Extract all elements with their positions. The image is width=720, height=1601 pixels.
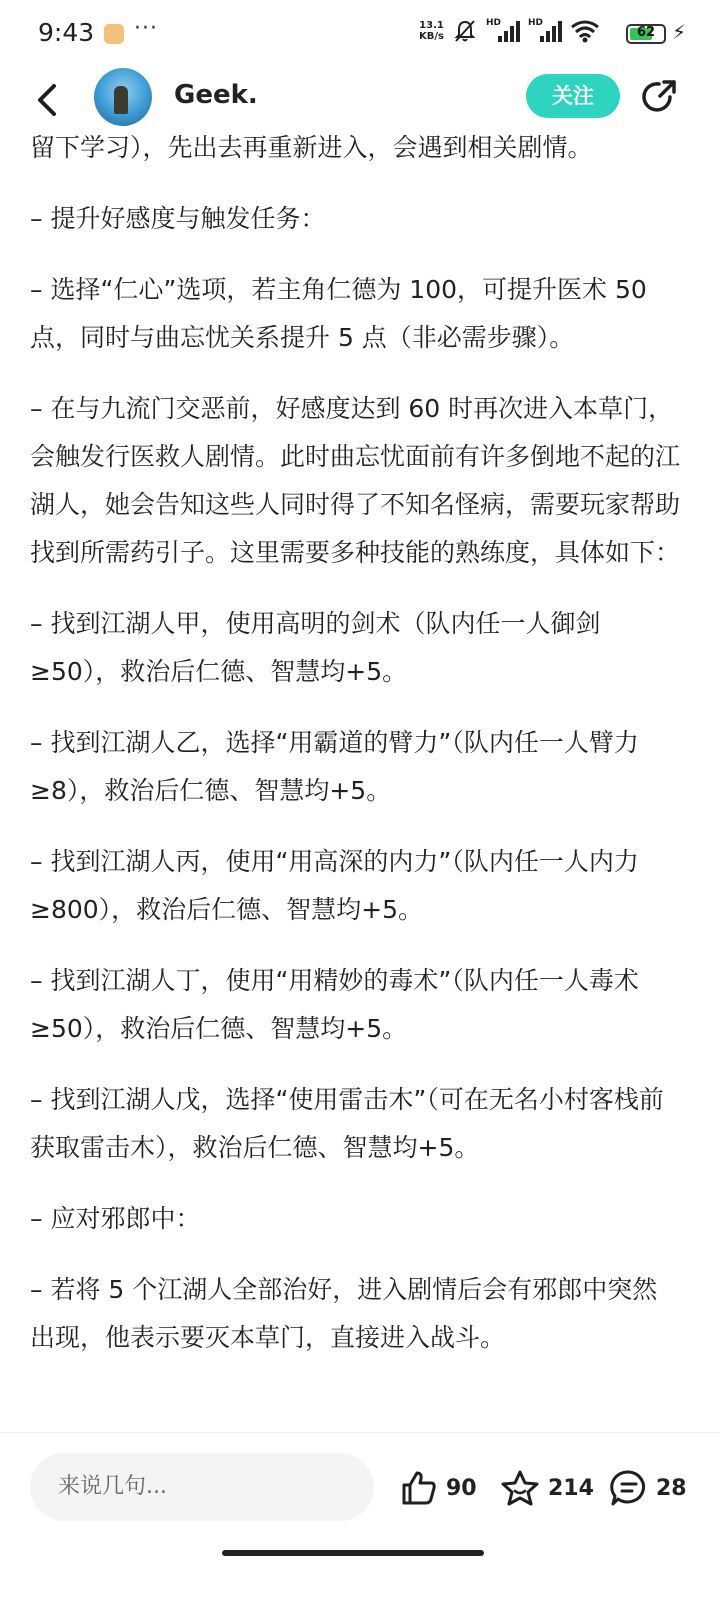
comment-input[interactable]: 来说几句...: [30, 1453, 374, 1521]
more-notifications-icon: ···: [134, 16, 158, 41]
wifi-icon: [570, 19, 600, 43]
article-body: [30, 124, 682, 1385]
article-paragraph: 留下学习），先出去再重新进入，会遇到相关剧情。: [30, 133, 593, 162]
article-paragraph: – 在与九流门交恶前，好感度达到 60 时再次进入本草门，会触发行医救人剧情。此时曲忘忧面前有许多倒地不起的江湖人，她会告知这些人同时得了不知名怪病，需要玩家帮助找到所需药引子。这里需要多种技能的熟练度，具体如下：: [30, 394, 681, 567]
like-count: 90: [446, 1475, 477, 1501]
article-paragraph: – 若将 5 个江湖人全部治好，进入剧情后会有邪郎中突然出现，他表示要灭本草门，直接进入战斗。: [30, 1275, 658, 1352]
status-bar: [0, 0, 720, 68]
star-icon: [500, 1469, 540, 1507]
article-paragraph: – 找到江湖人丁，使用“用精妙的毒术”（队内任一人毒术≥50），救治后仁德、智慧均+5。: [30, 966, 639, 1043]
signal-icon: [528, 18, 562, 44]
favorite-count: 214: [548, 1475, 594, 1501]
article-paragraph: – 找到江湖人丙，使用“用高深的内力”（队内任一人内力≥800），救治后仁德、智慧均+5。: [30, 847, 639, 924]
home-indicator[interactable]: [222, 1550, 484, 1556]
comment-count: 28: [656, 1475, 687, 1501]
article-paragraph: – 提升好感度与触发任务：: [30, 204, 326, 233]
article-paragraph: – 找到江湖人乙，选择“用霸道的臂力”（队内任一人臂力≥8），救治后仁德、智慧均+5。: [30, 728, 639, 805]
network-speed-unit: KB/s: [419, 31, 444, 42]
share-icon[interactable]: [640, 78, 678, 116]
status-icons: [419, 18, 600, 44]
author-avatar[interactable]: [94, 68, 152, 126]
comment-button[interactable]: [610, 1469, 687, 1507]
charging-icon: ⚡: [671, 20, 686, 44]
article-paragraph: – 找到江湖人甲，使用高明的剑术（队内任一人御剑 ≥50），救治后仁德、智慧均+5。: [30, 609, 601, 686]
back-icon[interactable]: [30, 78, 66, 122]
battery-level: 62: [636, 25, 656, 40]
signal-hd-label: HD: [486, 18, 502, 28]
favorite-button[interactable]: [500, 1469, 594, 1507]
follow-button[interactable]: 关注: [526, 74, 620, 118]
article-paragraph: – 应对邪郎中：: [30, 1204, 201, 1233]
status-time: 9:43: [38, 18, 95, 47]
like-button[interactable]: [400, 1469, 477, 1507]
post-header: [0, 68, 720, 132]
network-speed-value: 13.1: [419, 20, 444, 31]
mute-bell-icon: [452, 18, 478, 44]
network-speed: [419, 20, 444, 42]
signal-icon: [486, 18, 520, 44]
battery-icon: [626, 24, 666, 44]
thumbs-up-icon: [400, 1469, 438, 1507]
signal-hd-label: HD: [528, 18, 544, 28]
article-paragraph: – 选择“仁心”选项，若主角仁德为 100，可提升医术 50 点，同时与曲忘忧关系提升 5 点（非必需步骤）。: [30, 275, 647, 352]
comment-icon: [610, 1469, 648, 1507]
bottom-action-bar: [0, 1432, 720, 1601]
app-notification-icon: [104, 24, 124, 44]
article-paragraph: – 找到江湖人戊，选择“使用雷击木”（可在无名小村客栈前获取雷击木），救治后仁德、智慧均+5。: [30, 1085, 664, 1162]
author-name[interactable]: Geek.: [174, 80, 258, 110]
